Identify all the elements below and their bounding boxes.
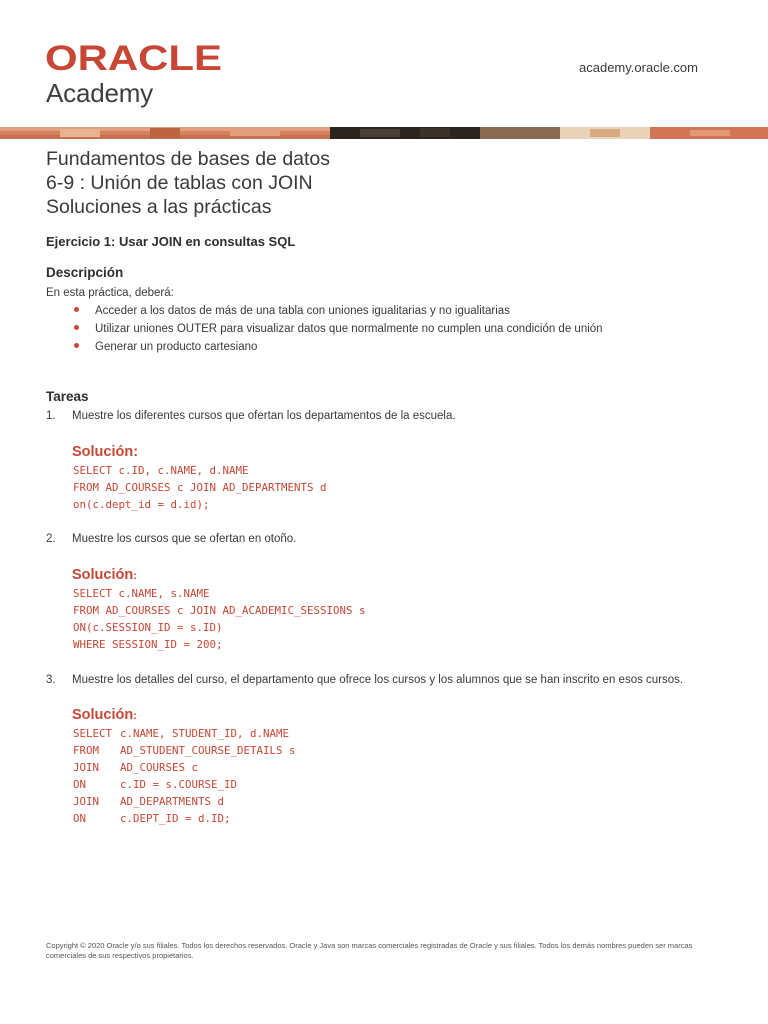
solution-label	[72, 444, 138, 460]
list-item-text: Acceder a los datos de más de una tabla con uniones igualitarias y no igualitarias	[95, 305, 510, 317]
code-keyword: SELECT	[73, 727, 113, 740]
solution-label-text: Solución	[72, 444, 134, 460]
solution-label-colon: :	[133, 444, 139, 460]
document-title	[46, 147, 330, 219]
solution-code: SELECT c.NAME, s.NAME FROM AD_COURSES c JOIN AD_ACADEMIC_SESSIONS s ON(c.SESSION_ID = s.ID) WHERE SESSION_ID = 200;	[73, 587, 366, 651]
list-item-text: Generar un producto cartesiano	[95, 341, 258, 353]
task-text: Muestre los diferentes cursos que ofertan los departamentos de la escuela.	[72, 410, 456, 422]
bullet-icon	[74, 343, 79, 348]
solution-label	[72, 567, 137, 583]
solution-label-text: Solución	[72, 707, 134, 723]
task-text: Muestre los detalles del curso, el departamento que ofrece los cursos y los alumnos que se han inscrito en esos cursos.	[72, 674, 684, 686]
task-text: Muestre los cursos que se ofertan en otoño.	[72, 533, 297, 545]
title-lesson: 6-9 : Unión de tablas con JOIN	[46, 172, 313, 194]
decorative-banner	[0, 127, 768, 139]
title-solutions: Soluciones a las prácticas	[46, 196, 272, 218]
code-keyword: ON	[73, 778, 87, 791]
bullet-icon	[74, 307, 79, 312]
description-intro: En esta práctica, deberá:	[46, 287, 174, 299]
task-number: 2.	[46, 533, 56, 545]
academy-url: academy.oracle.com	[579, 60, 698, 75]
code-keyword: JOIN	[73, 761, 100, 774]
code-keyword: FROM	[73, 744, 100, 757]
code-argument: c.NAME, STUDENT_ID, d.NAME	[120, 727, 290, 740]
tasks-heading: Tareas	[46, 389, 89, 404]
code-keyword: ON	[73, 812, 87, 825]
oracle-logo-word: ORACLE	[45, 40, 222, 76]
solution-label	[72, 707, 137, 723]
solution-label-text: Solución	[72, 567, 134, 583]
solution-code: SELECT c.ID, c.NAME, d.NAME FROM AD_COURSES c JOIN AD_DEPARTMENTS d on(c.dept_id = d.id);	[73, 464, 327, 511]
task-number: 1.	[46, 410, 56, 422]
description-heading: Descripción	[46, 265, 124, 280]
task-number: 3.	[46, 674, 56, 686]
academy-label: Academy	[46, 78, 153, 108]
solution-label-colon: :	[133, 570, 137, 582]
exercise-heading: Ejercicio 1: Usar JOIN en consultas SQL	[46, 234, 296, 249]
code-argument: c.DEPT_ID = d.ID;	[120, 812, 231, 825]
title-course: Fundamentos de bases de datos	[46, 148, 331, 170]
code-argument: AD_DEPARTMENTS d	[120, 795, 225, 808]
code-argument: AD_STUDENT_COURSE_DETAILS s	[120, 744, 296, 757]
oracle-logo	[45, 40, 223, 76]
solution-label-colon: :	[133, 710, 137, 722]
list-item-text: Utilizar uniones OUTER para visualizar datos que normalmente no cumplen una condición de unión	[95, 323, 603, 335]
code-argument: c.ID = s.COURSE_ID	[120, 778, 238, 791]
bullet-icon	[74, 325, 79, 330]
code-keyword: JOIN	[73, 795, 100, 808]
copyright-footer: Copyright © 2020 Oracle y/o sus filiales. Todos los derechos reservados. Oracle y Java son marcas comerciales registradas de Oracle y sus filiales. Todos los demás nombres pueden ser marcas comerciales de sus respectivos propietarios.	[46, 941, 693, 960]
code-argument: AD_COURSES c	[120, 761, 199, 774]
